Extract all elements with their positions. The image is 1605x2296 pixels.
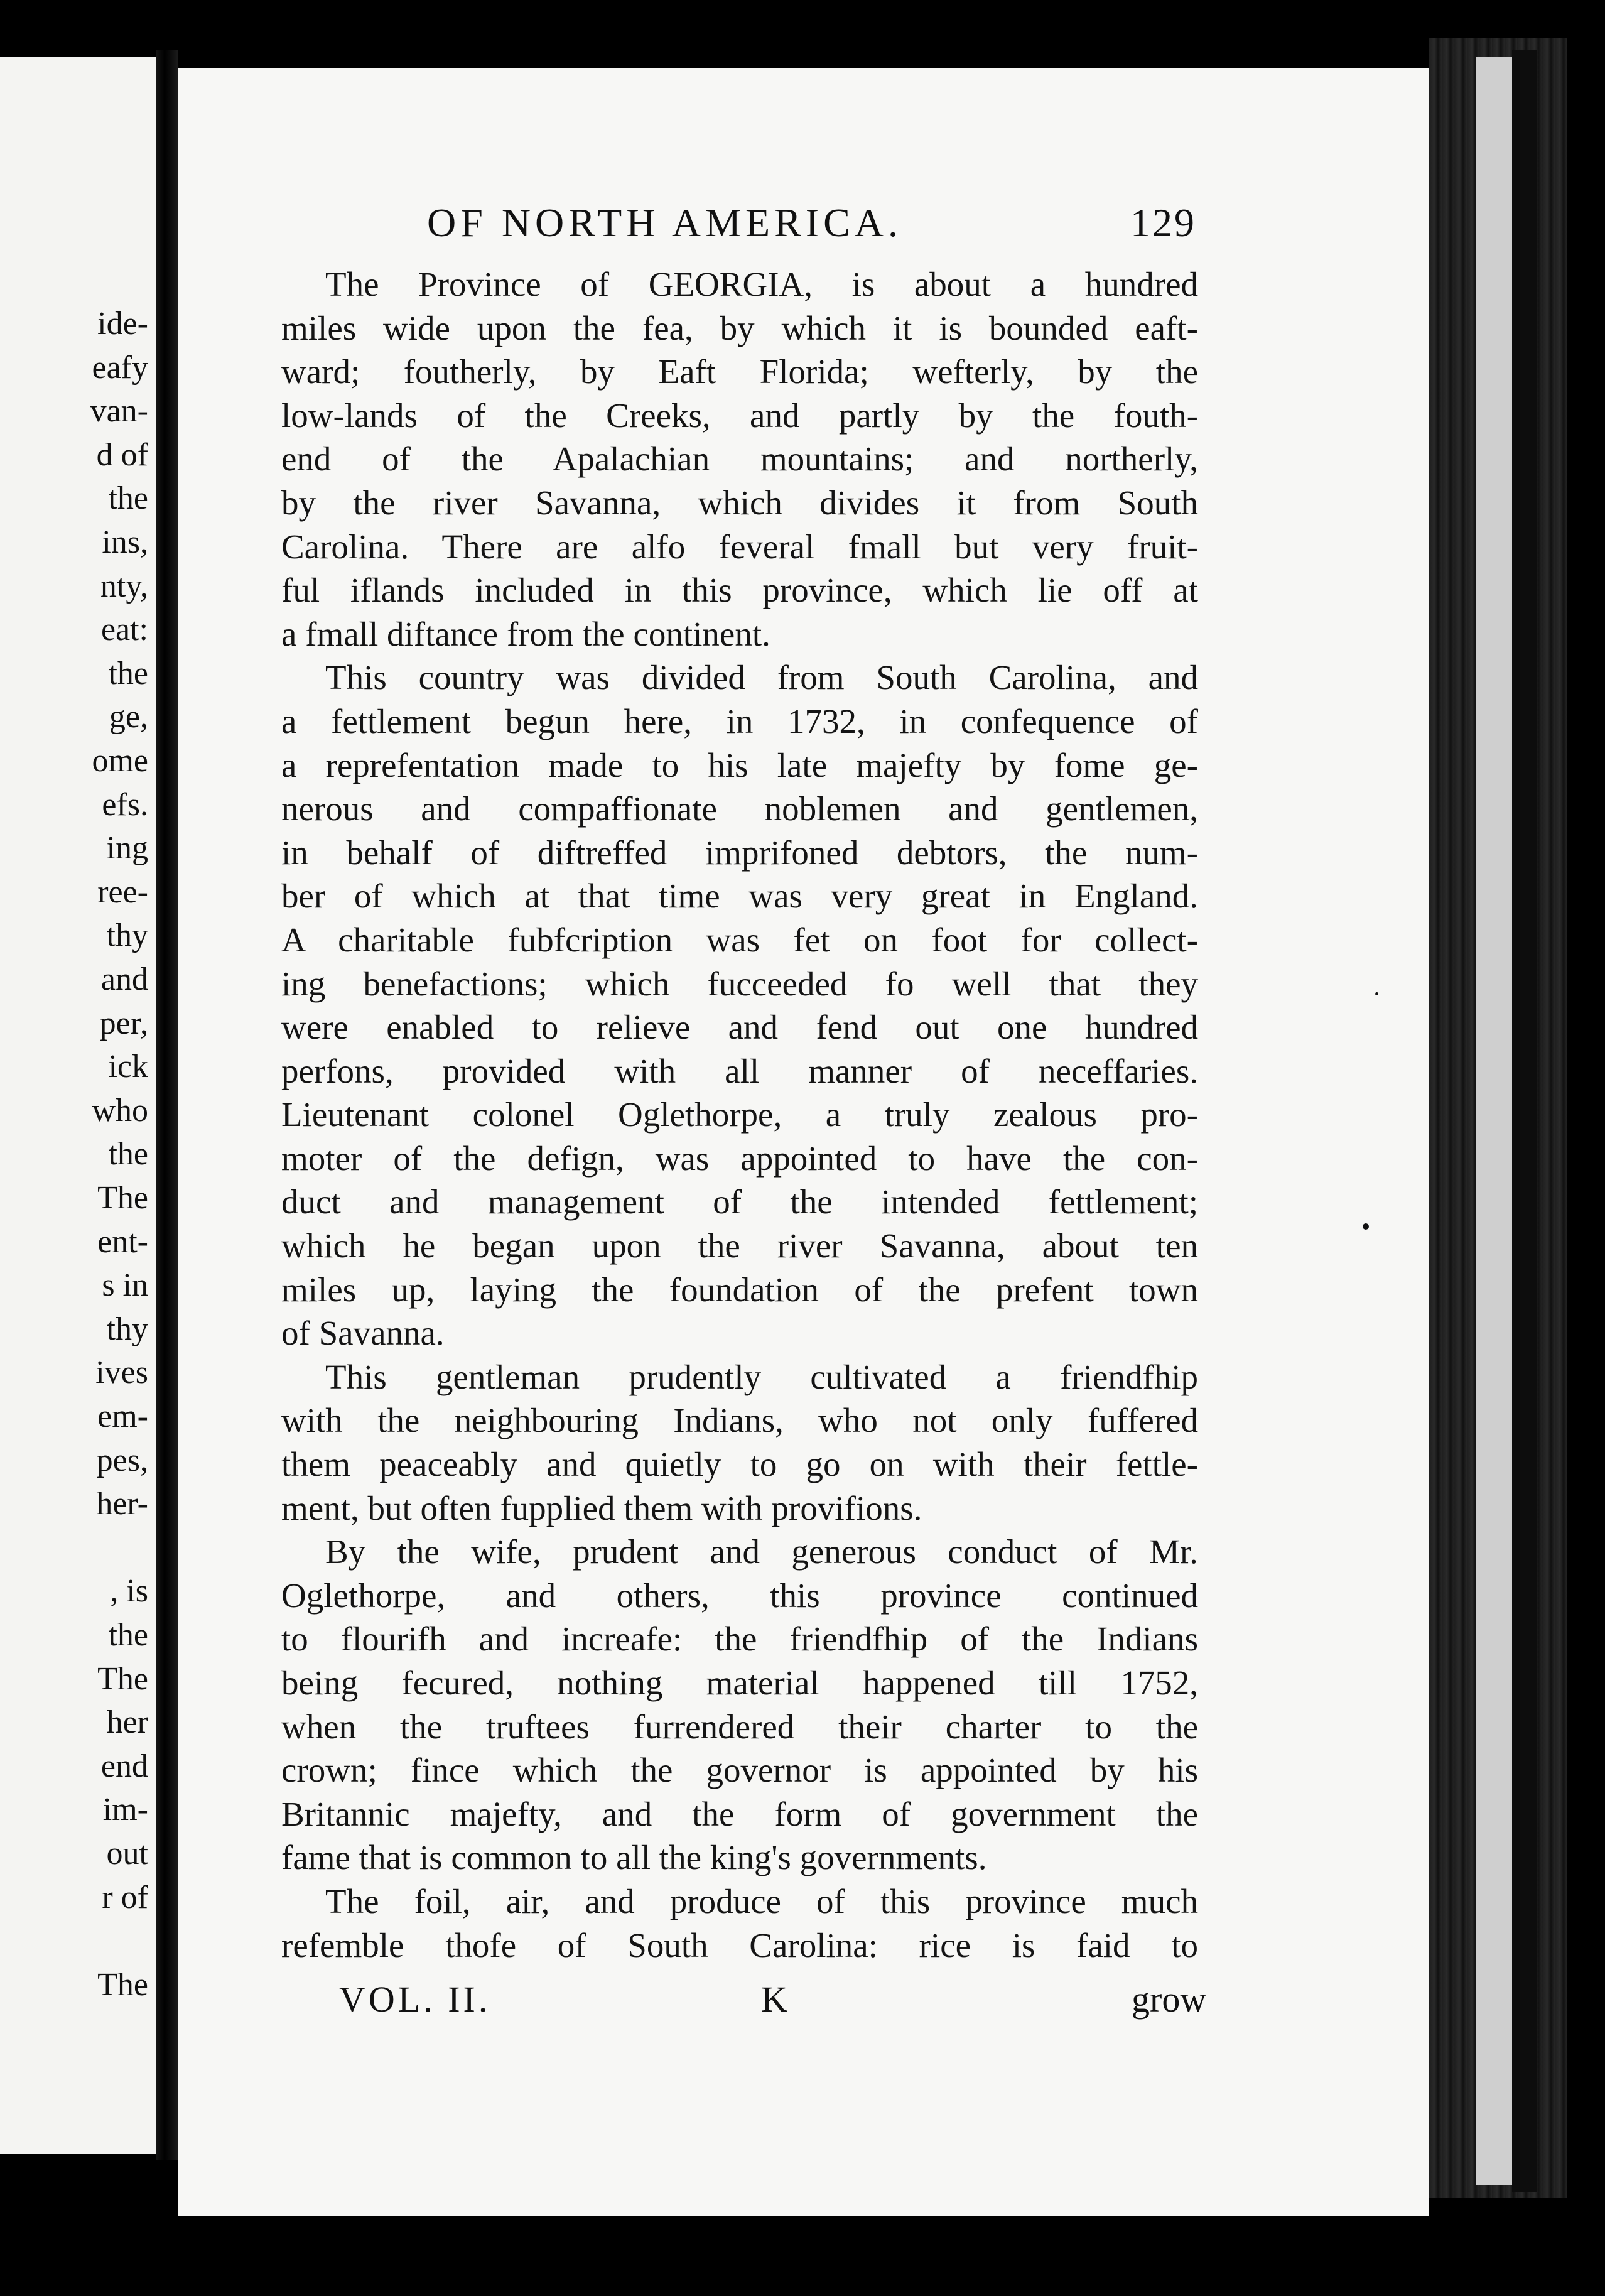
text-line: By the wife, prudent and generous conduct of Mr. [325,1532,1198,1571]
left-page-line-fragment: ing [106,830,148,867]
page-stack-highlight [1476,57,1512,2185]
left-page-line-fragment: ins, [102,524,148,560]
text-line: by the river Savanna, which divides it from South [281,483,1198,522]
left-page-line-fragment: nty, [100,568,148,604]
paragraph [281,1355,1198,1530]
page-number: 129 [1130,200,1196,245]
left-page-line-fragment: s in [102,1267,148,1304]
left-page-line-fragment: and [100,961,148,997]
text-line: of Savanna. [281,1314,445,1353]
text-line: were enabled to relieve and fend out one hundred [281,1008,1198,1047]
text-line: being fecured, nothing material happened till 1752, [281,1664,1198,1702]
text-line: a fettlement begun here, in 1732, in confequence of [281,701,1198,740]
text-line: with the neighbouring Indians, who not only fuffered [281,1401,1198,1440]
paragraph [281,1530,1198,1880]
text-line: miles wide upon the fea, by which it is bounded eaft- [281,308,1198,347]
left-page-line-fragment: van- [90,393,148,430]
text-line: moter of the defign, was appointed to have the con- [281,1139,1198,1178]
text-line: This country was divided from South Carolina, and [325,658,1198,697]
left-page-line-fragment: the [108,1617,148,1653]
left-page-line-fragment: ree- [97,874,148,910]
text-line: The Province of GEORGIA, is about a hundred [325,265,1198,303]
left-page-line-fragment: ome [92,743,148,779]
previous-page-fragment [0,57,156,2154]
left-page-line-fragment: ge, [109,699,148,735]
left-page-line-fragment: out [106,1836,148,1871]
body-text [281,263,1198,1967]
left-page-line-fragment: , is [110,1573,148,1610]
left-page-line-fragment: ent- [97,1223,148,1260]
left-page-line-fragment: eat: [100,612,148,648]
text-line: Britannic majefty, and the form of government the [281,1794,1198,1833]
left-page-line-fragment: ick [108,1049,148,1085]
text-line: This gentleman prudently cultivated a friendfhip [325,1357,1198,1396]
text-line: nerous and compaffionate noblemen and gentlemen, [281,789,1198,828]
text-line: Carolina. There are alfo feveral fmall but very fruit- [281,527,1198,566]
book-gutter [156,50,178,2160]
text-line: duct and management of the intended fettlement; [281,1183,1198,1221]
left-page-line-fragment: ide- [97,306,148,342]
left-page-line-fragment: The [97,1180,148,1216]
text-line: when the truftees furrendered their charter to the [281,1707,1198,1746]
text-line: fame that is common to all the king's governments. [281,1838,987,1877]
text-line: ful iflands included in this province, which lie off at [281,571,1198,610]
catchword: grow [1132,1979,1207,2020]
text-line: end of the Apalachian mountains; and northerly, [281,440,1198,479]
text-line: to flourifh and increafe: the friendfhip of the Indians [281,1620,1198,1659]
ink-speck [1363,1223,1369,1230]
left-page-line-fragment: d of [96,436,148,473]
left-page-line-fragment: eafy [92,349,148,386]
text-line: ing benefactions; which fucceeded fo well that they [281,964,1198,1003]
left-page-line-fragment: the [108,480,148,517]
left-page-line-fragment: em- [97,1399,148,1434]
page-stack-shadow [1512,50,1537,2192]
volume-label: VOL. II. [339,1979,491,2020]
paragraph [281,656,1198,1355]
left-page-line-fragment: her [106,1704,148,1741]
left-page-line-fragment: thy [106,1311,148,1347]
left-page-line-fragment: who [92,1092,148,1129]
text-line: a reprefentation made to his late majefty by fome ge- [281,745,1198,784]
text-line: which he began upon the river Savanna, about ten [281,1227,1198,1265]
text-line: A charitable fubfcription was fet on foot for collect- [281,920,1198,959]
text-line: a fmall diftance from the continent. [281,614,770,653]
left-page-line-fragment: r of [102,1879,148,1915]
text-line: them peaceably and quietly to go on with their fettle- [281,1445,1198,1484]
signature-mark: K [761,1979,787,2020]
text-line: ber of which at that time was very great in England. [281,877,1198,916]
left-page-line-fragment: im- [102,1792,148,1828]
text-line: in behalf of diftreffed imprifoned debtors, the num- [281,833,1198,872]
text-line: refemble thofe of South Carolina: rice is faid to [281,1925,1198,1964]
left-page-line-fragment: thy [106,918,148,954]
text-line: miles up, laying the foundation of the prefent town [281,1270,1198,1309]
left-page-line-fragment: The [97,1660,148,1697]
left-page-line-fragment: pes, [96,1442,148,1478]
left-page-line-fragment: her- [96,1486,148,1522]
text-line: low-lands of the Creeks, and partly by the fouth- [281,396,1198,435]
left-page-line-fragment: The [97,1966,148,2003]
text-line: Oglethorpe, and others, this province continued [281,1576,1198,1615]
left-page-line-fragment: the [108,1136,148,1172]
left-page-line-fragment: per, [99,1005,148,1041]
text-line: Lieutenant colonel Oglethorpe, a truly zealous pro- [281,1095,1198,1134]
text-line: perfons, provided with all manner of neceffaries. [281,1051,1198,1090]
text-line: ment, but often fupplied them with provifions. [281,1488,922,1527]
left-page-line-fragment: efs. [102,786,148,823]
left-page-line-fragment: the [108,655,148,691]
left-page-line-fragment: ives [95,1355,148,1391]
text-line: crown; fince which the governor is appointed by his [281,1751,1198,1790]
running-head: OF NORTH AMERICA. [427,200,902,245]
paragraph [281,263,1198,656]
left-page-line-fragment: end [100,1748,148,1784]
paragraph [281,1880,1198,1967]
ink-speck [1375,992,1378,995]
text-line: The foil, air, and produce of this province much [325,1882,1198,1920]
text-line: ward; foutherly, by Eaft Florida; wefterly, by the [281,352,1198,391]
